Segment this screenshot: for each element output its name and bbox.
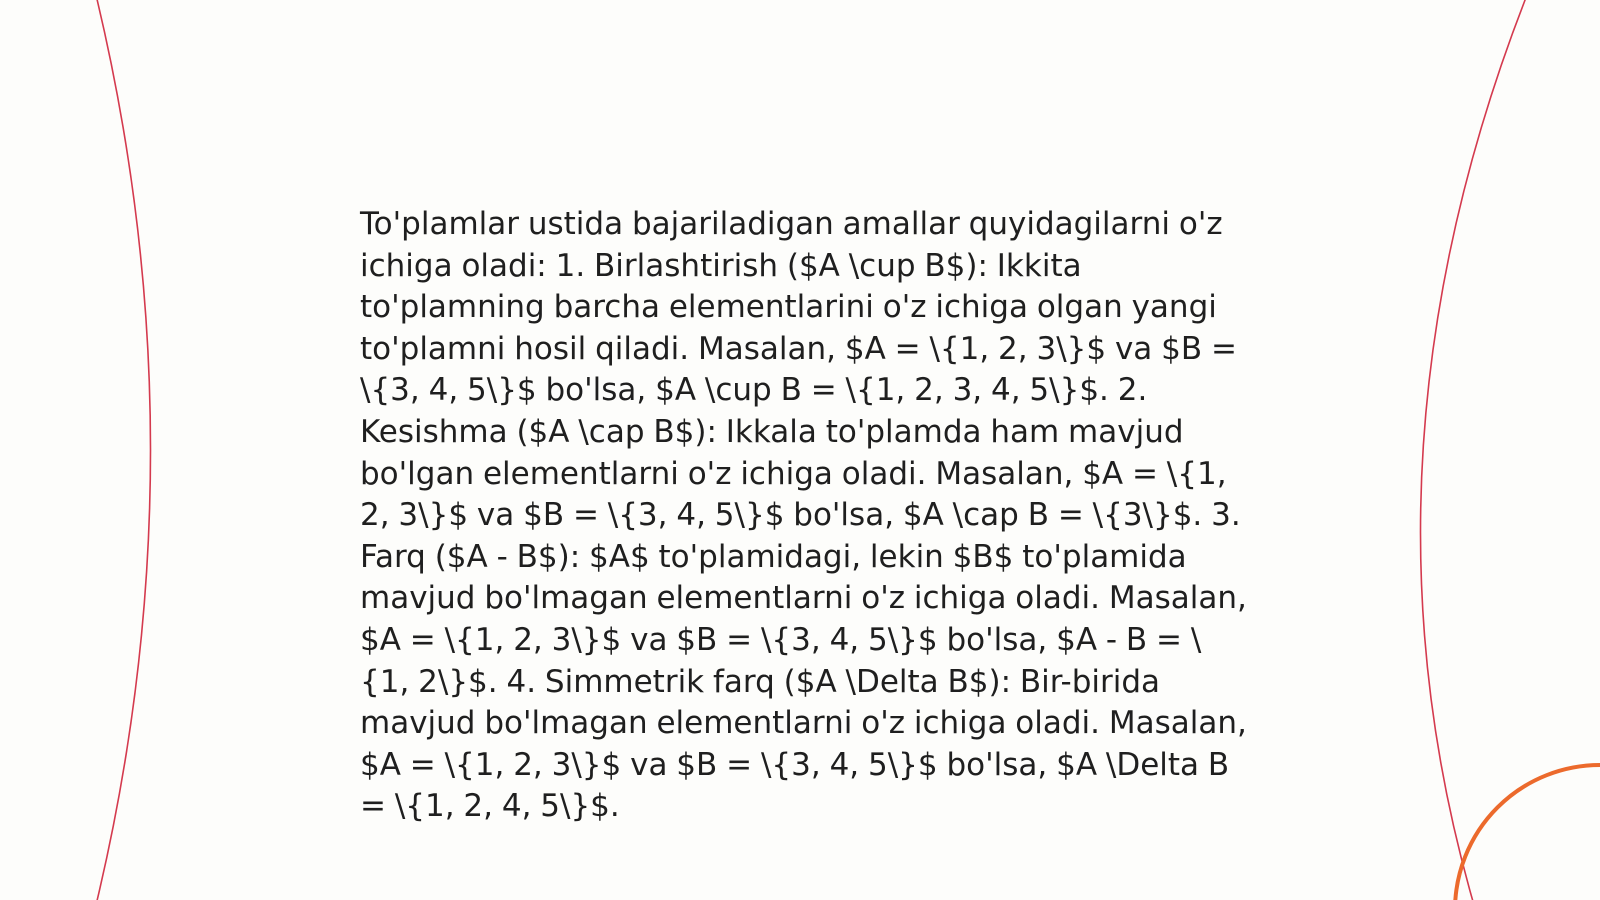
left-curve-line xyxy=(96,0,151,900)
right-curve-line xyxy=(1420,0,1527,900)
slide-body-text: To'plamlar ustida bajariladigan amallar quyidagilarni o'z ichiga oladi: 1. Birlashtirish ($A \cup B$): Ikkita to'plamning barcha elementlarini o'z ichiga olgan yangi to'plamni hosil qiladi. Masalan, $A = \{1, 2, 3\}$ va $B = \{3, 4, 5\}$ bo'lsa, $A \cup B = \{1, 2, 3, 4, 5\}$. 2. Kesishma ($A \cap B$): Ikkala to'plamda ham mavjud bo'lgan elementlarni o'z ichiga oladi. Masalan, $A = \{1, 2, 3\}$ va $B = \{3, 4, 5\}$ bo'lsa, $A \cap B = \{3\}$. 3. Farq ($A - B$): $A$ to'plamidagi, lekin $B$ to'plamida mavjud bo'lmagan elementlarni o'z ichiga oladi. Masalan, $A = \{1, 2, 3\}$ va $B = \{3, 4, 5\}$ bo'lsa, $A - B = \{1, 2\}$. 4. Simmetrik farq ($A \Delta B$): Bir-birida mavjud bo'lmagan elementlarni o'z ichiga oladi. Masalan, $A = \{1, 2, 3\}$ va $B = \{3, 4, 5\}$ bo'lsa, $A \Delta B = \{1, 2, 4, 5\}$. xyxy=(360,206,1247,825)
accent-arc xyxy=(1455,765,1600,900)
